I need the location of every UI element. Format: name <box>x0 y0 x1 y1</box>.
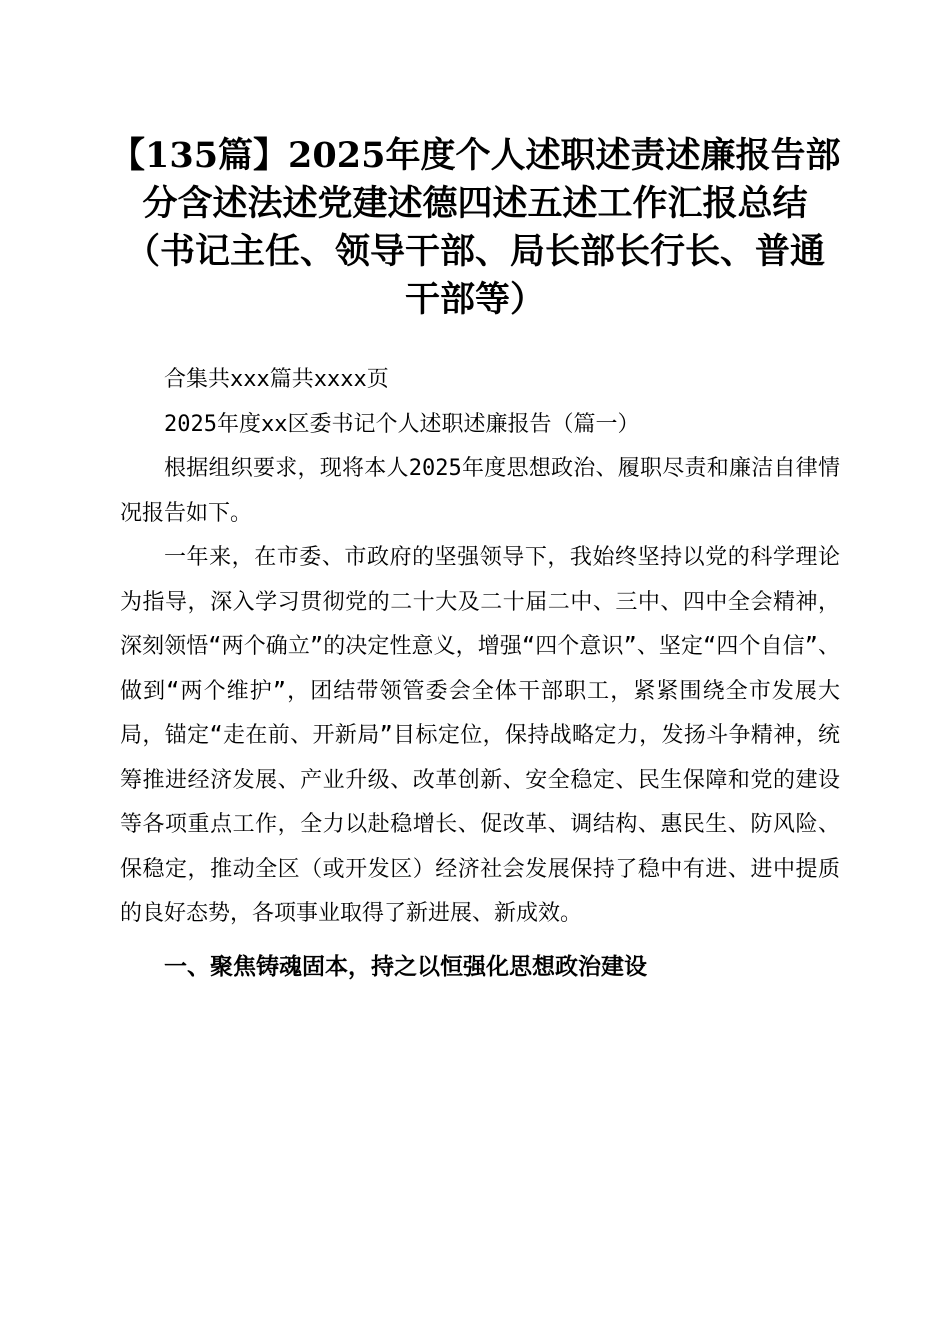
document-body <box>120 358 840 989</box>
title-line-3: （书记主任、领导干部、局长部长行长、普通 <box>124 231 825 272</box>
report-title: 2025年度xx区委书记个人述职述廉报告（篇一） <box>164 411 640 437</box>
paragraph-summary: 一年来，在市委、市政府的坚强领导下，我始终坚持以党的科学理论为指导，深入学习贯彻党的二十大及二十届二中、三中、四中全会精神，深刻领悟“两个确立”的决定性意义，增强“四个意识”、坚定“四个自信”、做到“两个维护”，团结带领管委会全体干部职工，紧紧围绕全市发展大局，锚定“走在前、开新局”目标定位，保持战略定力，发扬斗争精神，统筹推进经济发展、产业升级、改革创新、安全稳定、民生保障和党的建设等各项重点工作，全力以赴稳增长、促改革、调结构、惠民生、防风险、保稳定，推动全区（或开发区）经济社会发展保持了稳中有进、进中提质的良好态势，各项事业取得了新进展、新成效。 <box>120 545 840 926</box>
section-heading: 一、聚焦铸魂固本，持之以恒强化思想政治建设 <box>164 953 647 980</box>
paragraph-intro: 根据组织要求，现将本人2025年度思想政治、履职尽责和廉洁自律情况报告如下。 <box>120 456 840 526</box>
collection-note: 合集共xxx篇共xxxx页 <box>164 367 389 392</box>
title-line-2: 分含述法述党建述德四述五述工作汇报总结 <box>142 183 808 224</box>
title-line-1: 【135篇】2025年度个人述职述责述廉报告部 <box>110 135 841 176</box>
title-line-4: 干部等） <box>404 279 545 320</box>
document-title <box>110 132 840 324</box>
